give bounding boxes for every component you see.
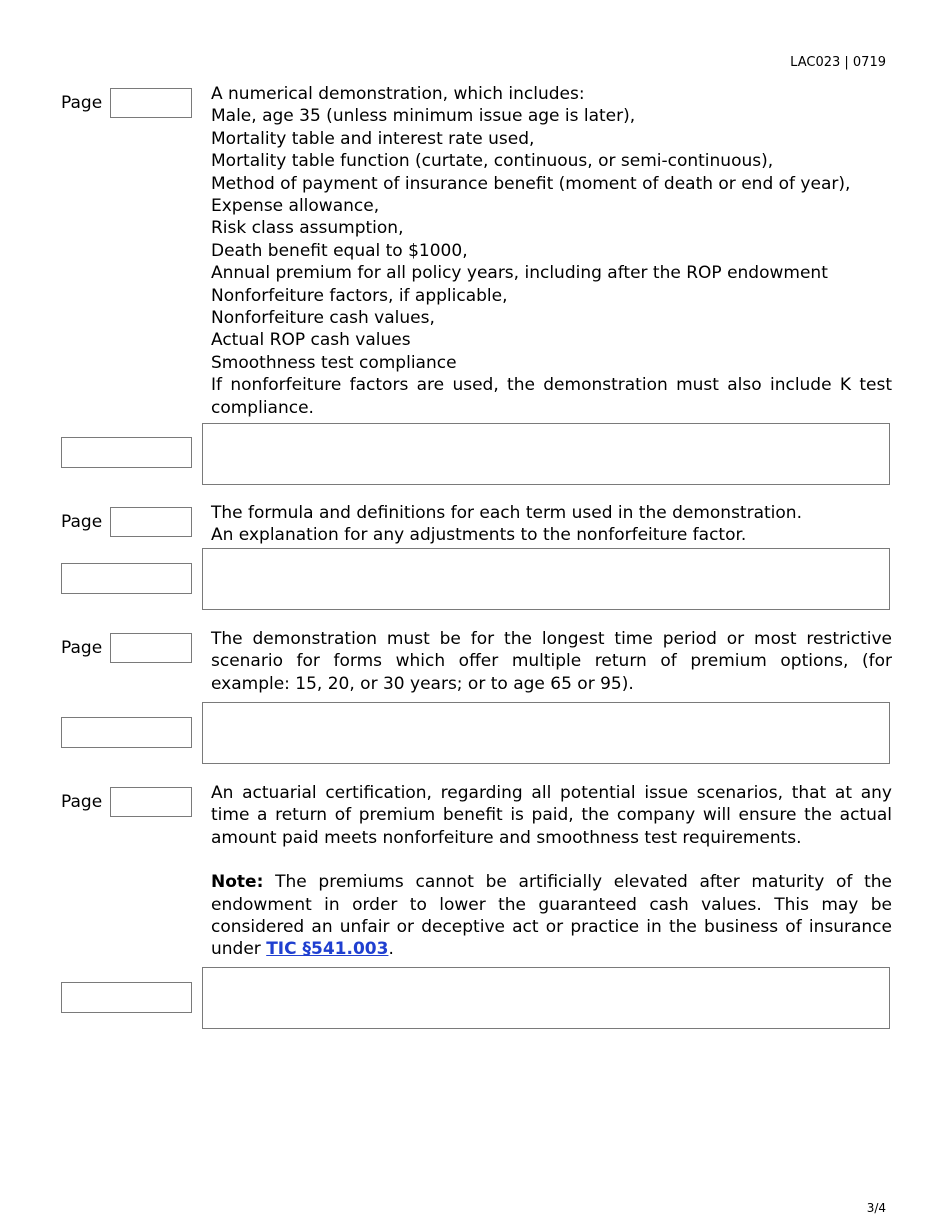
section-1-line: Mortality table function (curtate, continuous, or semi-continuous),: [211, 151, 774, 172]
section-1-line: Nonforfeiture cash values,: [211, 308, 435, 329]
section-1-line: A numerical demonstration, which includes:: [211, 84, 585, 104]
section-2-line: An explanation for any adjustments to the nonforfeiture factor.: [211, 525, 747, 546]
section-1-line: Actual ROP cash values: [211, 330, 411, 351]
page-number-field-2[interactable]: [110, 507, 192, 537]
note-end: .: [388, 939, 394, 960]
page-label-2: Page: [61, 512, 103, 532]
section-4-text: [211, 782, 892, 961]
section-1-line: Death benefit equal to $1000,: [211, 240, 468, 261]
comment-area-3[interactable]: [202, 702, 890, 764]
comment-area-2[interactable]: [202, 548, 890, 610]
comment-ref-field-2[interactable]: [61, 563, 192, 594]
comment-area-1[interactable]: [202, 423, 890, 485]
comment-area-4[interactable]: [202, 967, 890, 1029]
section-3-text: The demonstration must be for the longest time period or most restrictive scenario for forms which offer multiple return of premium options, (for example: 15, 20, or 30 years; or to age 65 or 95).: [211, 629, 892, 694]
note-text: The premiums cannot be artificially elevated after maturity of the endowment in order to lower the guaranteed cash values. This may be considered an unfair or deceptive act or practice in the business of insurance under: [211, 872, 892, 960]
page-number-field-3[interactable]: [110, 633, 192, 663]
comment-ref-field-4[interactable]: [61, 982, 192, 1013]
section-1-line: Expense allowance,: [211, 196, 380, 217]
section-4-note: [211, 871, 892, 961]
section-1-line: Mortality table and interest rate used,: [211, 128, 535, 149]
page-label-4: Page: [61, 792, 103, 812]
section-2-line: The formula and definitions for each term used in the demonstration.: [211, 503, 802, 523]
section-1-paragraph: If nonforfeiture factors are used, the demonstration must also include K test compliance.: [211, 375, 892, 418]
comment-ref-field-1[interactable]: [61, 437, 192, 468]
page-number: 3/4: [866, 1201, 886, 1215]
section-1-text: [211, 83, 892, 419]
page-number-field-4[interactable]: [110, 787, 192, 817]
section-2-text: [211, 502, 892, 547]
tic-statute-link[interactable]: TIC §541.003: [266, 939, 389, 960]
comment-ref-field-3[interactable]: [61, 717, 192, 748]
section-1-line: Nonforfeiture factors, if applicable,: [211, 285, 508, 306]
section-1-line: Smoothness test compliance: [211, 352, 457, 373]
note-label: Note:: [211, 872, 264, 893]
section-1-line: Annual premium for all policy years, including after the ROP endowment: [211, 263, 828, 284]
page-number-field-1[interactable]: [110, 88, 192, 118]
section-1-line: Method of payment of insurance benefit (moment of death or end of year),: [211, 173, 851, 194]
page-label-3: Page: [61, 638, 103, 658]
section-4-paragraph: An actuarial certification, regarding all potential issue scenarios, that at any time a return of premium benefit is paid, the company will ensure the actual amount paid meets nonforfeiture and smoothness test requirements.: [211, 783, 892, 848]
page-label-1: Page: [61, 93, 103, 113]
section-1-line: Risk class assumption,: [211, 218, 404, 239]
section-1-line: Male, age 35 (unless minimum issue age is later),: [211, 106, 636, 127]
form-code: LAC023 | 0719: [790, 55, 886, 70]
